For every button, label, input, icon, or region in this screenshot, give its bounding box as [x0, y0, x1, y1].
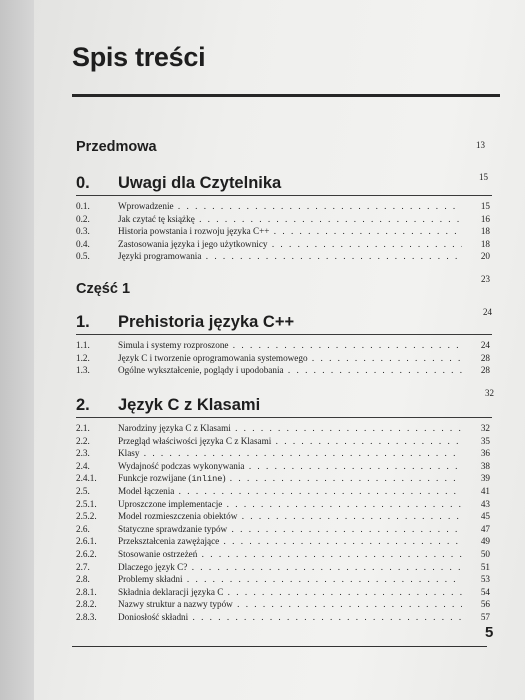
toc-entry — [76, 214, 494, 225]
toc-entry-page: 32 — [480, 423, 490, 433]
toc-entry-title — [118, 353, 462, 364]
toc-entry-page: 24 — [480, 340, 490, 350]
toc-entry-title — [118, 448, 462, 459]
toc-entry — [76, 486, 494, 497]
chapter-1-rule — [76, 334, 492, 335]
toc-entry — [76, 549, 494, 560]
toc-entry-number: 0.1. — [76, 201, 90, 211]
toc-entry-page: 43 — [480, 498, 490, 509]
toc-entry — [76, 436, 494, 447]
toc-entry-title — [118, 574, 462, 585]
toc-entry-page: 39 — [480, 473, 490, 484]
chapter-1-page: 24 — [483, 307, 492, 317]
toc-entry-page: 45 — [480, 511, 490, 522]
toc-entry-title — [118, 226, 462, 237]
toc-entry-number: 2.6.1. — [76, 536, 97, 547]
toc-entry-title — [118, 536, 462, 547]
toc-entry — [76, 251, 494, 262]
footer-rule — [72, 646, 487, 647]
toc-entry — [76, 226, 494, 237]
toc-entry-page: 16 — [480, 213, 490, 224]
toc-entry — [76, 340, 494, 351]
toc-entry-page: 57 — [480, 612, 490, 622]
toc-entry — [76, 574, 494, 585]
chapter-0-title: Uwagi dla Czytelnika — [118, 174, 282, 192]
toc-entry-page: 20 — [480, 251, 490, 262]
toc-entry — [76, 353, 494, 364]
toc-entry-title-text: Funkcje rozwijane ( — [118, 473, 192, 484]
toc-entry-title-text: Dlaczego język C? — [118, 561, 188, 572]
toc-entry-page: 15 — [480, 201, 490, 211]
toc-entry-number: 1.3. — [76, 365, 90, 376]
toc-entry-page: 54 — [480, 586, 490, 597]
toc-entry-number: 0.5. — [76, 251, 90, 262]
toc-entry — [76, 239, 494, 250]
toc-entry-number: 2.8.1. — [76, 586, 97, 597]
toc-entry-title-text: Przegląd właściwości języka C z Klasami — [118, 435, 272, 446]
toc-entry — [76, 511, 494, 522]
toc-entry-title-text: Języki programowania — [118, 251, 202, 262]
toc-entry-title-text: Jak czytać tę książkę — [118, 213, 195, 224]
toc-entry-title — [118, 461, 462, 472]
toc-entry-code-keyword: inline — [191, 474, 223, 485]
toc-entry-title-text: Nazwy struktur a nazwy typów — [118, 599, 233, 610]
chapter-1-title: Prehistoria języka C++ — [118, 313, 295, 331]
toc-entry-title-text: Historia powstania i rozwoju języka C++ — [118, 226, 270, 237]
toc-entry-title — [118, 612, 462, 623]
toc-entry-number: 1.2. — [76, 352, 90, 363]
toc-entry — [76, 499, 494, 510]
part-1-heading: Część 1 — [76, 281, 131, 297]
toc-entry-title-text: Stosowanie ostrzeżeń — [118, 549, 198, 559]
toc-entry-title — [118, 587, 462, 598]
toc-entry-title — [118, 599, 462, 610]
toc-entry-title-text: Klasy — [118, 448, 140, 459]
toc-entry-title — [118, 486, 462, 497]
toc-entry — [76, 365, 494, 376]
toc-entry-title-text: Problemy składni — [118, 574, 183, 585]
chapter-0-number: 0. — [76, 174, 90, 192]
toc-entry-title — [118, 251, 462, 262]
toc-entry-number: 2.8. — [76, 574, 90, 585]
toc-entry-number: 0.4. — [76, 238, 90, 249]
toc-entry-page: 18 — [480, 238, 490, 249]
toc-entry-title-text: Narodziny języka C z Klasami — [118, 423, 231, 433]
toc-entry-title-text: Model łączenia — [118, 486, 175, 496]
toc-entry — [76, 536, 494, 547]
toc-entry-title-text: Wydajność podczas wykonywania — [118, 460, 245, 471]
page-gutter-shadow — [0, 0, 34, 700]
toc-entry-page: 51 — [480, 561, 490, 572]
toc-entry-page: 47 — [480, 523, 490, 534]
toc-entry-title-text: Model rozmieszczenia obiektów — [118, 511, 238, 522]
toc-entry-page: 50 — [480, 549, 490, 559]
toc-entry-title-text: Doniosłość składni — [118, 612, 189, 622]
toc-entry-title-text: Wprowadzenie — [118, 201, 174, 211]
toc-entry-number: 2.3. — [76, 448, 90, 459]
toc-entry-number: 2.7. — [76, 561, 90, 572]
toc-entry — [76, 423, 494, 434]
toc-entry — [76, 461, 494, 472]
toc-entry-number: 1.1. — [76, 340, 90, 350]
toc-entry-title-text: Simula i systemy rozproszone — [118, 340, 229, 350]
toc-entry — [76, 448, 494, 459]
chapter-2-number: 2. — [76, 396, 90, 414]
toc-entry-page: 28 — [480, 352, 490, 363]
chapter-0-rule — [76, 195, 492, 196]
toc-entry — [76, 562, 494, 573]
toc-entry-title-text: Zastosowania języka i jego użytkownicy — [118, 238, 268, 249]
toc-entry — [76, 473, 494, 484]
toc-entry-number: 2.6.2. — [76, 549, 97, 559]
toc-entry-number: 2.4. — [76, 460, 90, 471]
chapter-2-page: 32 — [485, 388, 494, 398]
toc-entry-page: 36 — [480, 448, 490, 459]
toc-entry-page: 38 — [480, 460, 490, 471]
toc-entry-title-text: Język C i tworzenie oprogramowania systemowego — [118, 352, 308, 363]
toc-entry-number: 2.1. — [76, 423, 90, 433]
toc-entry-title — [118, 549, 462, 560]
toc-entry-number: 2.4.1. — [76, 473, 97, 484]
chapter-2-title: Język C z Klasami — [118, 396, 261, 414]
toc-entry-title — [118, 423, 462, 434]
toc-entry-title — [118, 239, 462, 250]
toc-entry — [76, 201, 494, 212]
toc-entry-page: 41 — [480, 486, 490, 496]
toc-entry-title — [118, 562, 462, 573]
toc-entry-title-suffix: ) — [222, 473, 226, 484]
toc-entry-title-text: Uproszczone implementacje — [118, 498, 223, 509]
toc-entry-number: 2.2. — [76, 435, 90, 446]
toc-entry-page: 35 — [480, 435, 490, 446]
toc-entry-number: 2.5. — [76, 486, 90, 496]
toc-entry-title-text: Statyczne sprawdzanie typów — [118, 523, 228, 534]
toc-entry — [76, 524, 494, 535]
toc-entry-page: 28 — [480, 365, 490, 376]
toc-entry-number: 0.3. — [76, 226, 90, 237]
toc-entry-title — [118, 473, 462, 485]
toc-entry-title — [118, 214, 462, 225]
toc-entry-title — [118, 340, 462, 351]
part-1-page: 23 — [481, 274, 490, 284]
toc-entry — [76, 587, 494, 598]
title-rule — [72, 94, 500, 97]
toc-entry-number: 2.5.2. — [76, 511, 97, 522]
preface-heading: Przedmowa — [76, 139, 157, 155]
toc-entry-title — [118, 201, 462, 212]
preface-page: 13 — [476, 140, 485, 150]
toc-entry-number: 2.6. — [76, 523, 90, 534]
chapter-1-number: 1. — [76, 313, 90, 331]
toc-entry-page: 56 — [480, 599, 490, 610]
toc-entry — [76, 599, 494, 610]
toc-entry-title-text: Składnia deklaracji języka C — [118, 586, 224, 597]
toc-entry-number: 2.5.1. — [76, 498, 97, 509]
toc-entry-title — [118, 365, 462, 376]
toc-entry-title-text: Przekształcenia zawężające — [118, 536, 220, 547]
toc-entry-page: 49 — [480, 536, 490, 547]
toc-entry-title — [118, 499, 462, 510]
page-number: 5 — [485, 624, 494, 641]
toc-entry-title — [118, 524, 462, 535]
page-title: Spis treści — [72, 42, 206, 72]
toc-entry-page: 18 — [480, 226, 490, 237]
toc-entry-title — [118, 511, 462, 522]
toc-entry-number: 0.2. — [76, 213, 90, 224]
toc-entry-title-text: Ogólne wykształcenie, poglądy i upodobania — [118, 365, 284, 376]
toc-entry-page: 53 — [480, 574, 490, 585]
toc-entry-number: 2.8.3. — [76, 612, 97, 622]
toc-entry-number: 2.8.2. — [76, 599, 97, 610]
chapter-0-page: 15 — [479, 172, 488, 182]
chapter-2-rule — [76, 417, 492, 418]
toc-entry-title — [118, 436, 462, 447]
toc-entry — [76, 612, 494, 623]
